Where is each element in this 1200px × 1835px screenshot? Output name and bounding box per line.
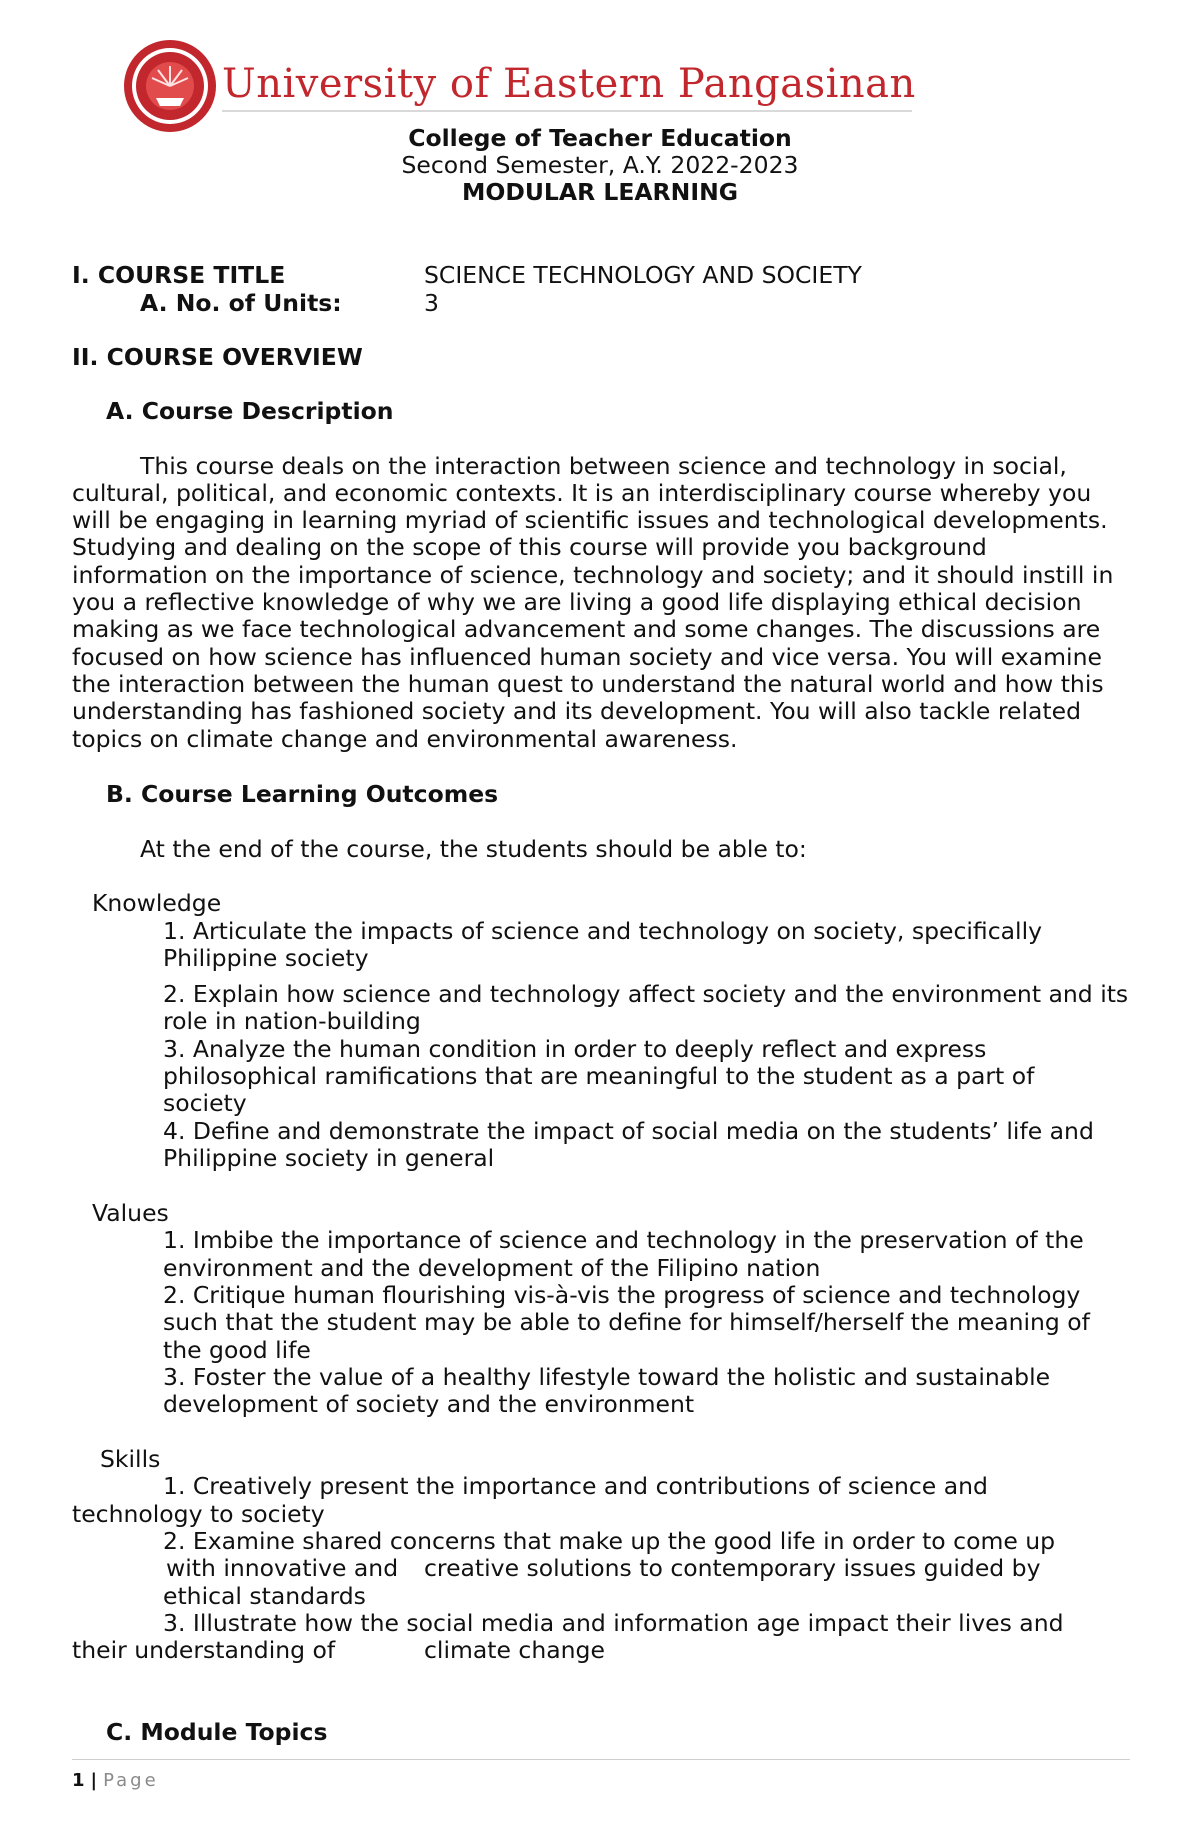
knowledge-line: Philippine society in general xyxy=(163,1144,495,1172)
course-description-heading: A. Course Description xyxy=(106,397,394,425)
description-line: This course deals on the interaction between science and technology in social, xyxy=(140,452,1067,480)
values-line: 3. Foster the value of a healthy lifestyle toward the holistic and sustainable xyxy=(163,1363,1051,1391)
skills-line: ethical standards xyxy=(163,1582,366,1610)
university-name: University of Eastern Pangasinan xyxy=(222,61,916,107)
footer-divider xyxy=(72,1759,1130,1760)
course-title-value: SCIENCE TECHNOLOGY AND SOCIETY xyxy=(424,261,862,289)
semester-line: Second Semester, A.Y. 2022-2023 xyxy=(401,151,799,179)
skills-label: Skills xyxy=(100,1445,161,1473)
course-title-label: I. COURSE TITLE xyxy=(72,261,286,289)
learning-outcomes-heading: B. Course Learning Outcomes xyxy=(106,780,499,808)
description-line: cultural, political, and economic contexts. It is an interdisciplinary course whereby you xyxy=(72,479,1092,507)
values-line: environment and the development of the Filipino nation xyxy=(163,1254,821,1282)
knowledge-line: Philippine society xyxy=(163,944,369,972)
knowledge-line: philosophical ramifications that are meaningful to the student as a part of xyxy=(163,1062,1035,1090)
description-line: topics on climate change and environmental awareness. xyxy=(72,725,738,753)
skills-line: climate change xyxy=(424,1636,605,1664)
values-line: development of society and the environment xyxy=(163,1390,695,1418)
values-line: 2. Critique human flourishing vis-à-vis the progress of science and technology xyxy=(163,1281,1081,1309)
knowledge-line: society xyxy=(163,1089,247,1117)
knowledge-label: Knowledge xyxy=(92,889,222,917)
outcomes-intro: At the end of the course, the students should be able to: xyxy=(140,835,807,863)
values-line: the good life xyxy=(163,1336,311,1364)
learning-mode: MODULAR LEARNING xyxy=(461,178,739,206)
skills-line: creative solutions to contemporary issues guided by xyxy=(424,1554,1041,1582)
knowledge-line: role in nation-building xyxy=(163,1007,421,1035)
description-line: making as we face technological advancement and some changes. The discussions are xyxy=(72,615,1101,643)
footer-separator: | xyxy=(90,1770,98,1791)
page-number: 1 xyxy=(72,1770,85,1791)
skills-line: technology to society xyxy=(72,1500,325,1528)
page-label: Page xyxy=(103,1770,159,1791)
description-line: focused on how science has influenced human society and vice versa. You will examine xyxy=(72,643,1102,671)
university-seal-logo xyxy=(122,38,218,134)
description-line: the interaction between the human quest to understand the natural world and how this xyxy=(72,670,1104,698)
description-line: Studying and dealing on the scope of this course will provide you background xyxy=(72,533,987,561)
description-line: understanding has fashioned society and its development. You will also tackle related xyxy=(72,697,1081,725)
units-label: A. No. of Units: xyxy=(140,289,342,317)
knowledge-line: 1. Articulate the impacts of science and technology on society, specifically xyxy=(163,917,1043,945)
knowledge-line: 2. Explain how science and technology affect society and the environment and its xyxy=(163,980,1129,1008)
description-line: will be engaging in learning myriad of scientific issues and technological developments. xyxy=(72,506,1108,534)
college-name: College of Teacher Education xyxy=(408,124,792,152)
units-value: 3 xyxy=(424,289,439,317)
skills-line: with innovative and xyxy=(166,1554,399,1582)
knowledge-line: 4. Define and demonstrate the impact of social media on the students’ life and xyxy=(163,1117,1094,1145)
skills-line: their understanding of xyxy=(72,1636,336,1664)
values-line: such that the student may be able to define for himself/herself the meaning of xyxy=(163,1308,1090,1336)
page-footer xyxy=(72,1770,159,1792)
values-line: 1. Imbibe the importance of science and technology in the preservation of the xyxy=(163,1226,1084,1254)
skills-line: 2. Examine shared concerns that make up the good life in order to come up xyxy=(163,1527,1056,1555)
module-topics-heading: C. Module Topics xyxy=(106,1718,328,1746)
knowledge-line: 3. Analyze the human condition in order to deeply reflect and express xyxy=(163,1035,987,1063)
values-label: Values xyxy=(92,1199,169,1227)
description-line: information on the importance of science, technology and society; and it should instill in xyxy=(72,561,1114,589)
description-line: you a reflective knowledge of why we are living a good life displaying ethical decision xyxy=(72,588,1082,616)
header-divider xyxy=(222,110,912,112)
skills-line: 3. Illustrate how the social media and information age impact their lives and xyxy=(163,1609,1064,1637)
course-overview-heading: II. COURSE OVERVIEW xyxy=(72,343,363,371)
skills-line: 1. Creatively present the importance and contributions of science and xyxy=(163,1472,988,1500)
